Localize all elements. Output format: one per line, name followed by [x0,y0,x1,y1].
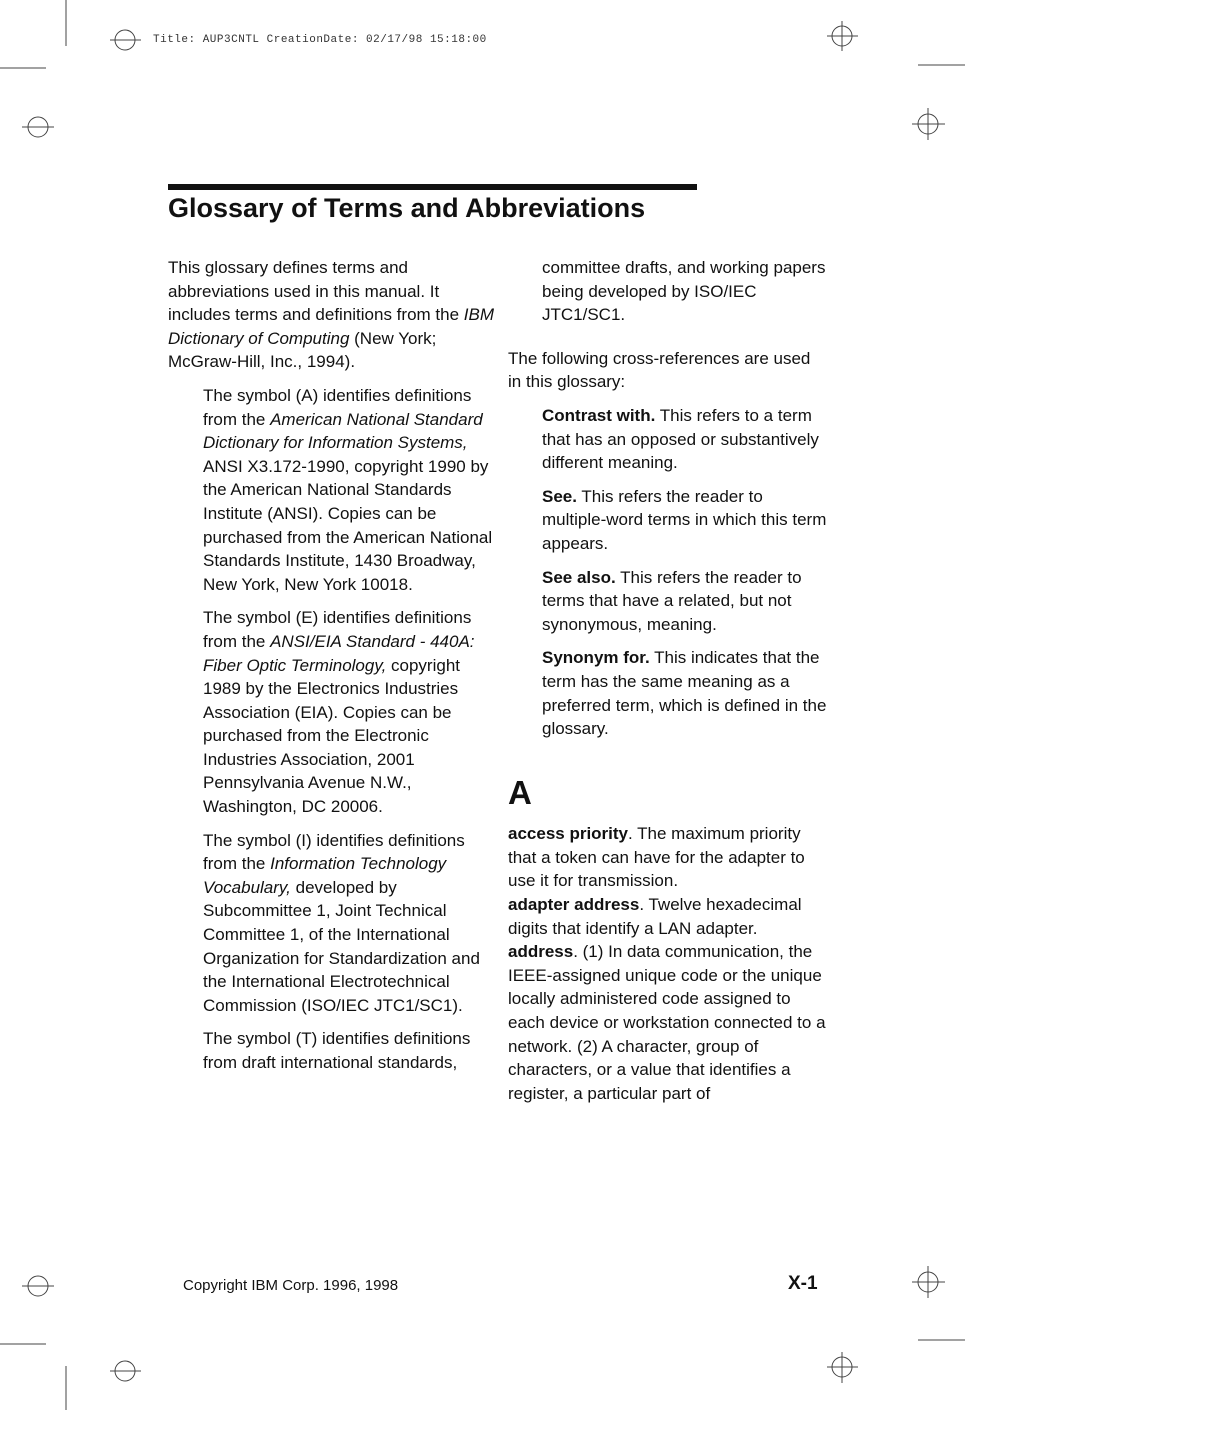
left-column [168,256,498,1075]
glossary-intro: This glossary defines terms and abbreviations used in this manual. It includes terms and definitions from the IBM Dictionary of Computing (New York; McGraw-Hill, Inc., 1994). [168,258,494,372]
symbol-e-paragraph: The symbol (E) identifies definitions from the ANSI/EIA Standard - 440A: Fiber Optic Terminology, copyright 1989 by the Electronics Industries Association (EIA). Copies can be purchased from the Electronic Industries Association, 2001 Pennsylvania Avenue N.W., Washington, DC 20006. [203,608,475,817]
glossary-entry: access priority. The maximum priority that a token can have for the adapter to use it for transmission. [508,824,805,891]
see-also-definition: See also. This refers the reader to terms that have a related, but not synonymous, meaning. [542,567,802,634]
cross-reference-intro: The following cross-references are used in this glossary: [508,348,811,392]
title-rule [168,184,697,190]
symbol-t-paragraph: The symbol (T) identifies definitions from draft international standards, [203,1029,471,1072]
glossary-entry: adapter address. Twelve hexadecimal digits that identify a LAN adapter. [508,895,802,938]
glossary-entry: address. (1) In data communication, the IEEE-assigned unique code or the unique locally administered code assigned to each device or workstation connected to a network. (2) A character, group of characters, or a value that identifies a register, a particular part of [508,942,826,1103]
symbol-a-paragraph: The symbol (A) identifies definitions from the American National Standard Dictionary for Information Systems, ANSI X3.172-1990, copyright 1990 by the American National Standards Institute (ANSI). Copies can be purchased from the American National Standards Institute, 1430 Broadway, New York, New York 10018. [203,385,493,594]
see-definition: See. This refers the reader to multiple-word terms in which this term appears. [542,486,827,553]
synonym-for-definition: Synonym for. This indicates that the term has the same meaning as a preferred term, which is defined in the glossary. [542,648,827,739]
footer-copyright: Copyright IBM Corp. 1996, 1998 [183,1277,399,1294]
symbol-t-continuation: committee drafts, and working papers being developed by ISO/IEC JTC1/SC1. [542,258,826,325]
document-meta-header: Title: AUP3CNTL CreationDate: 02/17/98 15:18:00 [153,34,487,46]
symbol-i-paragraph: The symbol (I) identifies definitions from the Information Technology Vocabulary, developed by Subcommittee 1, Joint Technical Committee 1, of the International Organization for Standardization and the International Electrotechnical Commission (ISO/IEC JTC1/SC1). [203,830,480,1015]
right-column [508,256,828,1105]
page-title: Glossary of Terms and Abbreviations [168,193,646,223]
contrast-with-definition: Contrast with. This refers to a term that has an opposed or substantively different meaning. [542,405,819,473]
page-number: X-1 [788,1273,818,1294]
section-letter: A [508,773,532,811]
